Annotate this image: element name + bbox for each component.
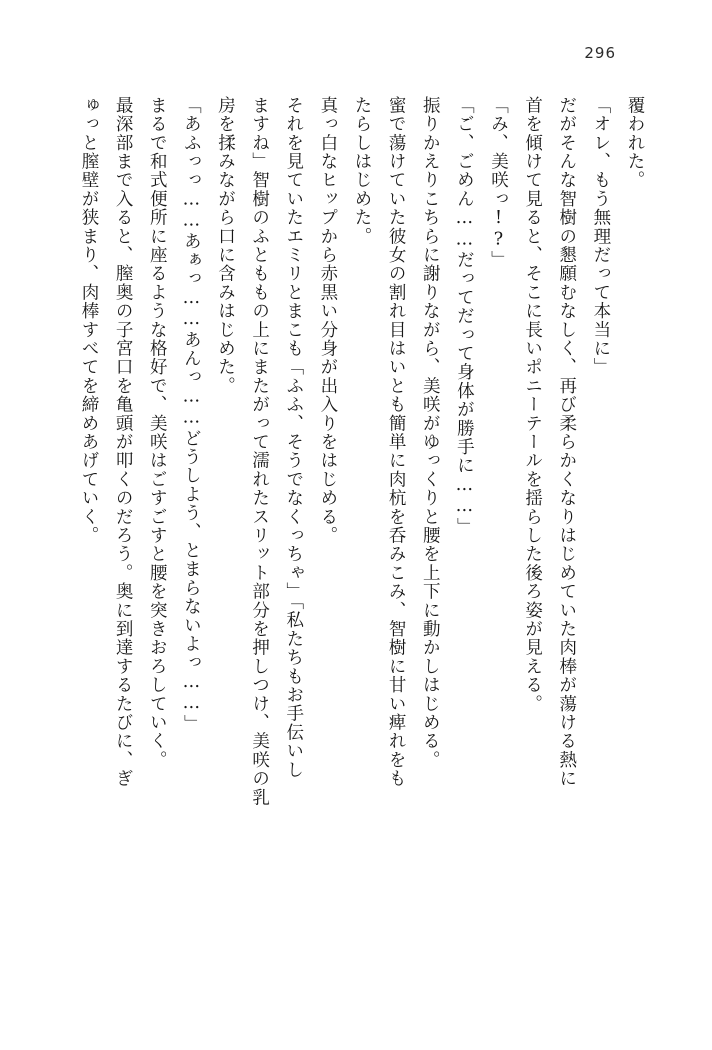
- paragraph: まるで和式便所に座るような格好で、美咲はごすごすと腰を突きおろしていく。: [147, 96, 168, 770]
- paragraph: 最深部まで入ると、膣奥の子宮口を亀頭が叩くのだろう。奥に到達するたびに、ぎ: [113, 96, 134, 788]
- paragraph: たらしはじめた。: [352, 96, 372, 246]
- paragraph: 房を揉みながら口に含みはじめた。: [215, 96, 236, 396]
- paragraph: 「あふっっ……あぁっ……あんっ……どうしよう、とまらないよっ……」: [181, 96, 202, 734]
- paragraph: 首を傾けて見ると、そこに長いポニーテールを揺らした後ろ姿が見える。: [522, 96, 543, 714]
- paragraph: 振りかえりこちらに謝りながら、美咲がゆっくりと腰を上下に動かしはじめる。: [420, 96, 441, 770]
- paragraph: 「み、美咲っ!?」: [488, 96, 509, 270]
- paragraph: それを見ていたエミリとまこも「ふふ、そうでなくっちゃ」「私たちもお手伝いし: [283, 96, 304, 780]
- paragraph: 真っ白なヒップから赤黒い分身が出入りをはじめる。: [317, 96, 338, 545]
- paragraph: 蜜で蕩けていた彼女の割れ目はいとも簡単に肉杭を呑みこみ、智樹に甘い痺れをも: [386, 96, 407, 788]
- paragraph: ゅっと膣壁が狭まり、肉棒すべてを締めあげていく。: [79, 96, 99, 545]
- paragraph: 「ご、ごめん……だってだって身体が勝手に……」: [454, 96, 475, 537]
- paragraph: 覆われた。: [625, 96, 645, 190]
- paragraph: ますね」智樹のふとももの上にまたがって濡れたスリット部分を押しつけ、美咲の乳: [249, 96, 270, 807]
- paragraph: 「オレ、もう無理だって本当に」: [590, 96, 611, 377]
- page-body-text: [72, 96, 652, 966]
- paragraph: だがそんな智樹の懇願むなしく、再び柔らかくなりはじめていた肉棒が蕩ける熱に: [556, 96, 577, 788]
- page-number: 296: [584, 44, 616, 62]
